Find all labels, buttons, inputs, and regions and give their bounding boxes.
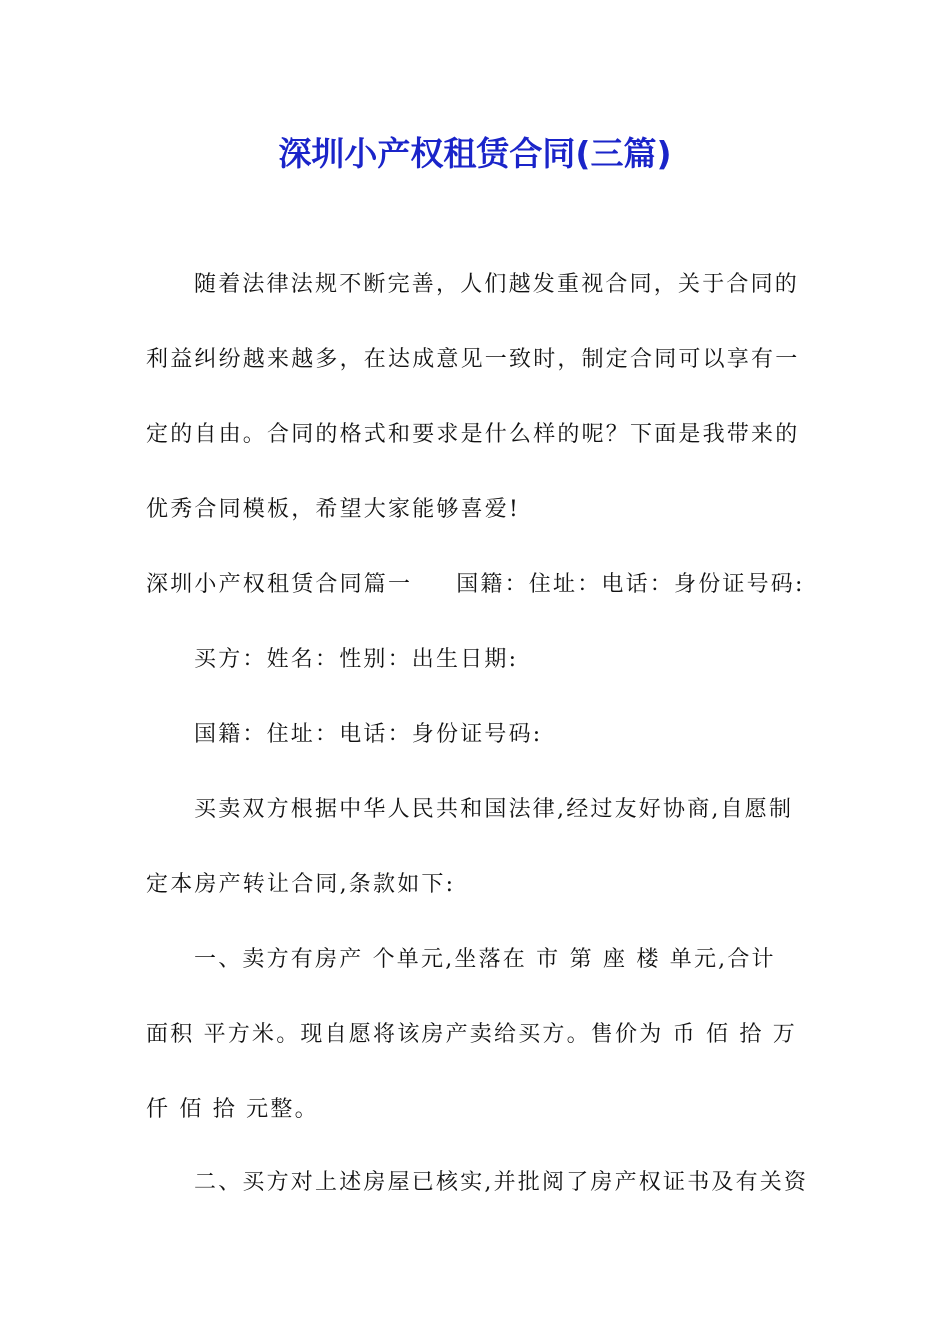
paragraph-line: 买卖双方根据中华人民共和国法律,经过友好协商,自愿制 — [194, 797, 794, 822]
buyer-info-line: 买方：姓名：性别：出生日期: — [194, 647, 519, 672]
paragraph-line: 优秀合同模板，希望大家能够喜爱! — [146, 497, 521, 522]
clause-line: 面积 平方米。现自愿将该房产卖给买方。售价为 币 佰 拾 万 — [146, 1022, 797, 1047]
document-title: 深圳小产权租赁合同(三篇) — [278, 134, 672, 173]
paragraph-line: 利益纠纷越来越多，在达成意见一致时，制定合同可以享有一 — [146, 347, 800, 372]
clause-line: 一、卖方有房产 个单元,坐落在 市 第 座 楼 单元,合计 — [194, 947, 776, 972]
paragraph-line: 随着法律法规不断完善，人们越发重视合同，关于合同的 — [194, 272, 800, 297]
section-heading: 深圳小产权租赁合同篇一 — [146, 572, 413, 597]
buyer-info-line: 国籍：住址：电话：身份证号码: — [194, 722, 543, 747]
clause-line: 二、买方对上述房屋已核实,并批阅了房产权证书及有关资 — [194, 1170, 809, 1195]
seller-info-fields: 国籍：住址：电话：身份证号码: — [456, 572, 805, 597]
section-heading-line — [146, 570, 806, 600]
paragraph-line: 定的自由。合同的格式和要求是什么样的呢？下面是我带来的 — [146, 422, 800, 447]
paragraph-line: 定本房产转让合同,条款如下: — [146, 872, 456, 897]
clause-line: 仟 佰 拾 元整。 — [146, 1097, 319, 1122]
